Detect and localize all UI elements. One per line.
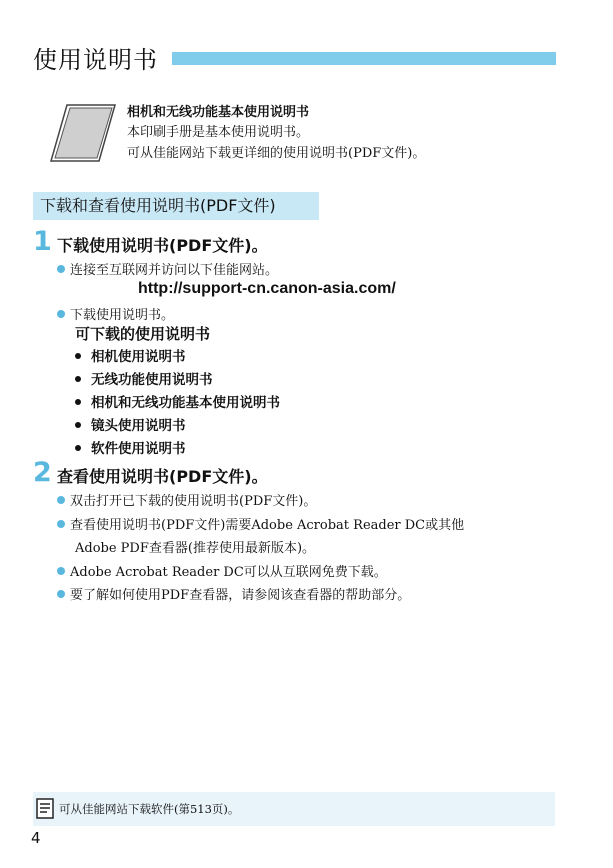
bullet-icon [57,496,65,504]
list-item-text: 软件使用说明书 [91,441,186,457]
step-2-bullet-3 [57,561,387,580]
bullet-icon [57,265,65,273]
list-item [75,414,186,434]
bullet-text: Adobe Acrobat Reader DC可以从互联网免费下载。 [70,565,387,580]
step-1-bullet-2 [57,304,174,323]
step-2-number: 2 [33,457,52,488]
bullet-text: 下载使用说明书。 [70,308,175,323]
bullet-icon [57,590,65,598]
bullet-icon [75,422,81,428]
step-2-bullet-2 [57,514,464,533]
list-item-text: 镜头使用说明书 [91,418,186,434]
step-2-bullet-1 [57,490,316,509]
bullet-icon [75,376,81,382]
bullet-icon [57,567,65,575]
note-text: 可从佳能网站下载软件(第513页)。 [59,802,240,816]
bullet-text: 连接至互联网并访问以下佳能网站。 [70,263,279,278]
step-2-bullet-4 [57,584,410,603]
step-1-number: 1 [33,226,52,257]
list-item [75,391,280,411]
manual-card-title: 相机和无线功能基本使用说明书 [127,105,310,120]
title-accent-bar [172,52,556,65]
page-title: 使用说明书 [33,46,158,74]
bullet-text: 要了解如何使用PDF查看器，请参阅该查看器的帮助部分。 [70,588,411,603]
list-item-text: 相机和无线功能基本使用说明书 [91,395,280,411]
list-item [75,437,186,457]
step-1-bullet-1 [57,259,278,278]
bullet-icon [57,520,65,528]
bullet-text: 双击打开已下载的使用说明书(PDF文件)。 [70,494,317,509]
list-item [75,368,213,388]
step-1-title: 下载使用说明书(PDF文件)。 [57,236,268,255]
step-2-title: 查看使用说明书(PDF文件)。 [57,467,268,486]
bullet-icon [57,310,65,318]
step-2-bullet-2-continued: Adobe PDF查看器(推荐使用最新版本)。 [75,541,316,556]
memo-note-icon [36,798,54,819]
list-item-text: 相机使用说明书 [91,349,186,365]
bullet-icon [75,445,81,451]
bullet-text: 查看使用说明书(PDF文件)需要Adobe Acrobat Reader DC或其他 [70,518,465,533]
list-item-text: 无线功能使用说明书 [91,372,213,388]
support-url-link[interactable]: http://support-cn.canon-asia.com/ [138,280,396,297]
manual-card-line-2: 可从佳能网站下载更详细的使用说明书(PDF文件)。 [127,146,426,161]
section-heading: 下载和查看使用说明书(PDF文件) [33,192,319,220]
list-item [75,345,186,365]
manual-book-icon [47,103,117,163]
bullet-icon [75,353,81,359]
manual-card-line-1: 本印刷手册是基本使用说明书。 [127,125,310,140]
page-number: 4 [31,829,41,847]
bullet-icon [75,399,81,405]
download-list-heading: 可下载的使用说明书 [75,325,211,343]
